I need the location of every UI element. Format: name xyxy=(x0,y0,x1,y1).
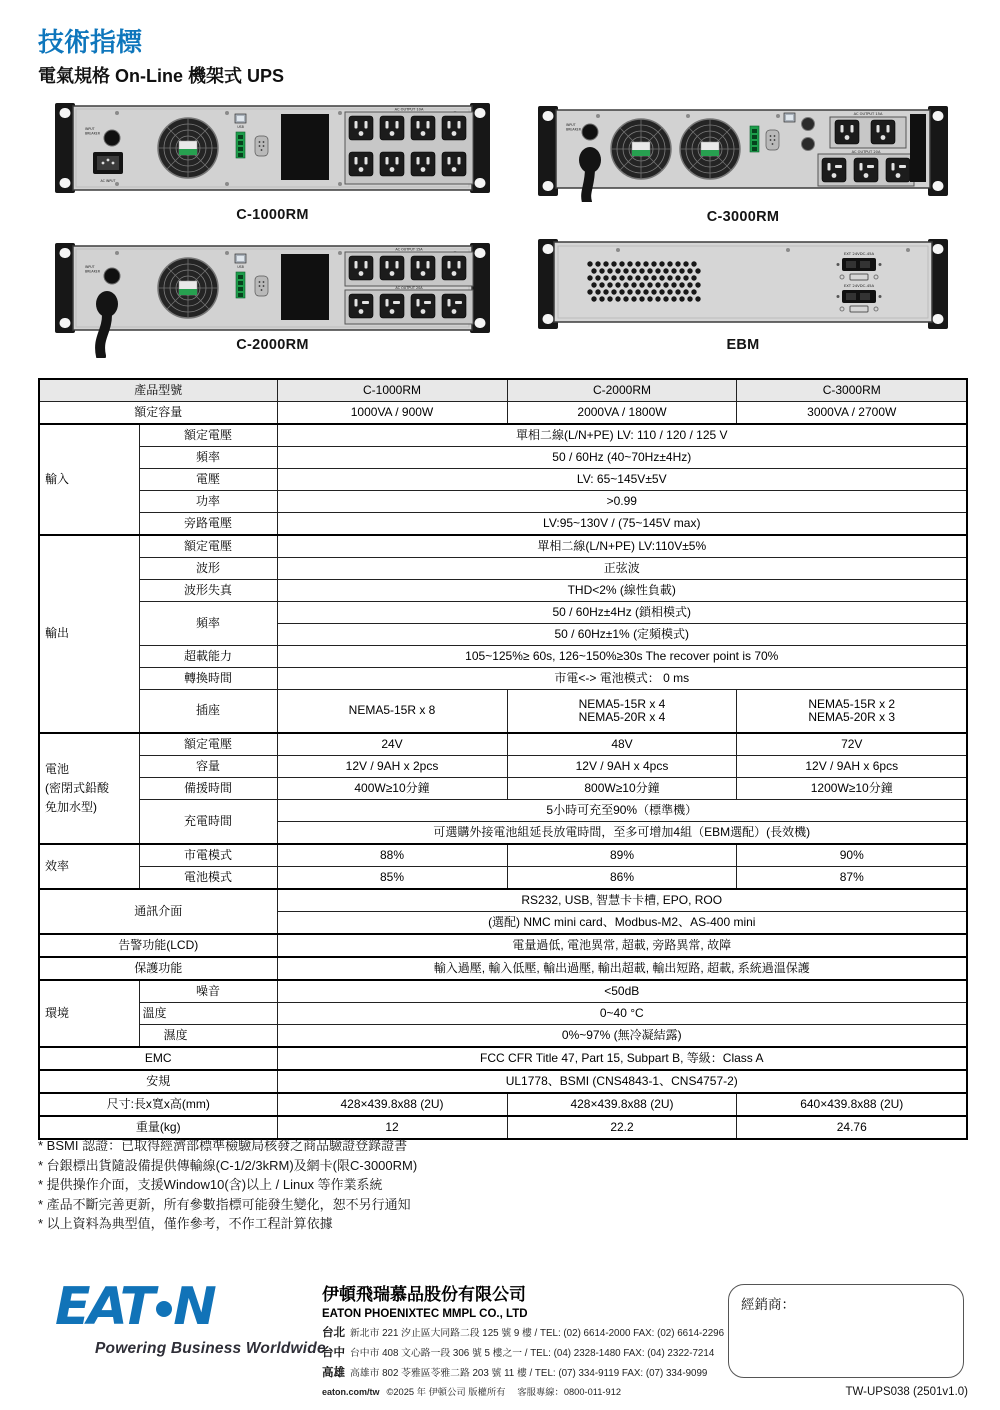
copyright-line: eaton.com/tw ©2025 年 伊頓公司 版權所有 客服專線：0800-011-912 xyxy=(322,1387,622,1397)
serial-port-icon xyxy=(255,276,268,296)
rack-ear-icon xyxy=(928,106,948,196)
product-image-c1000rm xyxy=(55,96,490,223)
output-distortion-value: THD<2% (線性負載) xyxy=(277,580,967,602)
office-kaohsiung: 高雄 高雄市 802 苓雅區苓雅二路 203 號 11 樓 / TEL: (07) 334-9119 FAX: (07) 334-9099 xyxy=(322,1367,708,1379)
model-c2000rm: C-2000RM xyxy=(507,379,737,402)
epo-terminal-icon xyxy=(236,272,245,298)
dealer-label: 經銷商： xyxy=(741,1297,795,1312)
input-frequency-value: 50 / 60Hz (40~70Hz±4Hz) xyxy=(277,447,967,469)
ups-rear-panel-c3000rm xyxy=(538,102,948,202)
output-waveform-label: 波形 xyxy=(139,558,277,580)
intelligent-slot xyxy=(910,114,926,182)
serial-port-icon xyxy=(766,130,779,150)
input-range-label: 電壓 xyxy=(139,469,277,491)
env-temp-label: 溫度 xyxy=(139,1003,277,1025)
footnotes xyxy=(38,1136,417,1234)
dc-connector-label: EXT 24VDC-45A xyxy=(843,283,875,288)
alarm-label: 告警功能(LCD) xyxy=(39,934,277,957)
breaker-label: INPUT xyxy=(566,123,576,127)
logo-tagline: Powering Business Worldwide xyxy=(95,1340,326,1357)
logo-text: N xyxy=(173,1277,214,1337)
ac-output-20a-label: AC OUTPUT 20A xyxy=(851,150,881,154)
input-voltage-value: 單相二線(L/N+PE) LV: 110 / 120 / 125 V xyxy=(277,424,967,447)
rack-ear-icon xyxy=(55,243,75,333)
battery-backup-label: 備援時間 xyxy=(139,778,277,800)
battery-voltage-c2000: 48V xyxy=(507,733,737,756)
efficiency-ac-c2000: 89% xyxy=(507,844,737,867)
output-voltage-label: 額定電壓 xyxy=(139,535,277,558)
header-product-model: 產品型號 xyxy=(39,379,277,402)
product-caption-c3000rm: C-3000RM xyxy=(706,209,780,225)
intelligent-slot xyxy=(281,114,329,180)
epo-terminal-icon xyxy=(236,132,245,158)
usb-label: USB xyxy=(237,265,244,269)
serial-port-icon xyxy=(255,136,268,156)
efficiency-ac-c3000: 90% xyxy=(737,844,967,867)
env-humidity-value: 0%~97% (無冷凝結露) xyxy=(277,1025,967,1048)
usb-label: USB xyxy=(237,125,244,129)
ac-output-20a-label: AC OUTPUT 20A xyxy=(395,286,423,290)
power-cord xyxy=(586,168,590,202)
document-code: TW-UPS038 (2501v1.0) xyxy=(845,1386,968,1398)
section-output: 輸出 xyxy=(39,535,139,733)
efficiency-batt-label: 電池模式 xyxy=(139,867,277,890)
footnote: * 提供操作介面，支援Window10(含)以上 / Linux 等作業系統 xyxy=(38,1177,383,1192)
product-caption-c2000rm: C-2000RM xyxy=(236,337,309,353)
footnote: * BSMI 認證：已取得經濟部標準檢驗局核發之商品驗證登錄證書 xyxy=(38,1138,408,1153)
dimensions-c1000: 428×439.8x88 (2U) xyxy=(277,1093,507,1116)
product-image-c2000rm xyxy=(55,236,490,353)
output-frequency-locked: 50 / 60Hz±4Hz (鎖相模式) xyxy=(277,602,967,624)
env-noise-label: 噪音 xyxy=(139,980,277,1003)
page-subtitle: 電氣規格 On-Line 機架式 UPS xyxy=(38,66,285,86)
dimensions-label: 尺寸:長x寬x高(mm) xyxy=(39,1093,277,1116)
breaker-label: INPUT xyxy=(85,127,95,131)
section-battery: 電池 (密閉式鉛酸 免加水型) xyxy=(39,733,139,844)
output-overload-label: 超載能力 xyxy=(139,646,277,668)
efficiency-ac-c1000: 88% xyxy=(277,844,507,867)
logo-dot-icon xyxy=(156,1301,172,1317)
ebm-rear-panel xyxy=(538,238,948,330)
office-taipei: 台北 新北市 221 汐止區大同路二段 125 號 9 樓 / TEL: (02) 6614-2000 FAX: (02) 6614-2296 xyxy=(322,1327,725,1339)
epo-terminal-icon xyxy=(750,126,759,152)
rated-capacity-c2000: 2000VA / 1800W xyxy=(507,402,737,425)
safety-label: 安規 xyxy=(39,1070,277,1093)
ups-rear-panel-c1000rm xyxy=(55,96,490,200)
fuse-holder xyxy=(802,138,815,151)
section-input: 輸入 xyxy=(39,424,139,535)
input-voltage-label: 額定電壓 xyxy=(139,424,277,447)
spec-table xyxy=(38,378,968,1140)
footnote: * 產品不斷完善更新，所有參數指標可能發生變化，恕不另行通知 xyxy=(38,1196,411,1212)
efficiency-batt-c3000: 87% xyxy=(737,867,967,890)
input-pf-value: >0.99 xyxy=(277,491,967,513)
ac-output-15a-label: AC OUTPUT 15A xyxy=(395,247,423,252)
fuse-holder xyxy=(802,118,815,131)
env-noise-value: <50dB xyxy=(277,980,967,1003)
output-frequency-label: 頻率 xyxy=(139,602,277,646)
fan-icon xyxy=(611,119,671,179)
output-frequency-fixed: 50 / 60Hz±1% (定頻模式) xyxy=(277,624,967,646)
product-caption-c1000rm: C-1000RM xyxy=(236,207,309,223)
input-bypass-value: LV:95~130V / (75~145V max) xyxy=(277,513,967,536)
comm-interface-optional: (選配) NMC mini card、Modbus-M2、AS-400 mini xyxy=(277,912,967,935)
battery-backup-c1000: 400W≥10分鐘 xyxy=(277,778,507,800)
battery-capacity-c2000: 12V / 9AH x 4pcs xyxy=(507,756,737,778)
emc-label: EMC xyxy=(39,1047,277,1070)
weight-label: 重量(kg) xyxy=(39,1116,277,1139)
battery-capacity-c3000: 12V / 9AH x 6pcs xyxy=(737,756,967,778)
output-overload-value: 105~125%≥ 60s, 126~150%≥30s The recover point is 70% xyxy=(277,646,967,668)
efficiency-batt-c1000: 85% xyxy=(277,867,507,890)
alarm-value: 電量過低, 電池異常, 超載, 旁路異常, 故障 xyxy=(277,934,967,957)
battery-charge-extended: 可選購外接電池組延長放電時間，至多可增加4組（EBM選配）(長效機) xyxy=(277,822,967,845)
comm-interface-standard: RS232, USB, 智慧卡卡槽, EPO, ROO xyxy=(277,889,967,912)
battery-backup-c2000: 800W≥10分鐘 xyxy=(507,778,737,800)
safety-value: UL1778、BSMI (CNS4843-1、CNS4757-2) xyxy=(277,1070,967,1093)
comm-interface-label: 通訊介面 xyxy=(39,889,277,934)
office-taichung: 台中 台中市 408 文心路一段 306 號 5 樓之一 / TEL: (04) 2328-1480 FAX: (04) 2322-7214 xyxy=(322,1347,715,1359)
footnote: * 台銀標出貨隨設備提供傳輸線(C-1/2/3kRM)及網卡(限C-3000RM) xyxy=(38,1157,418,1173)
dc-connector-label: EXT 24VDC-45A xyxy=(843,251,875,256)
efficiency-batt-c2000: 86% xyxy=(507,867,737,890)
usb-port-icon xyxy=(235,114,246,123)
output-waveform-value: 正弦波 xyxy=(277,558,967,580)
weight-c3000: 24.76 xyxy=(737,1116,967,1139)
breaker-label: BREAKER xyxy=(85,131,100,136)
model-c1000rm: C-1000RM xyxy=(277,379,507,402)
emc-value: FCC CFR Title 47, Part 15, Subpart B, 等級：Class A xyxy=(277,1047,967,1070)
ac-output-label: AC OUTPUT 10A xyxy=(394,107,424,112)
env-humidity-label: 濕度 xyxy=(139,1025,277,1048)
input-breaker-button xyxy=(104,130,120,146)
product-caption-ebm: EBM xyxy=(726,337,760,353)
input-range-value: LV: 65~145V±5V xyxy=(277,469,967,491)
battery-backup-c3000: 1200W≥10分鐘 xyxy=(737,778,967,800)
footnote: * 以上資料為典型值，僅作參考，不作工程計算依據 xyxy=(38,1216,333,1231)
battery-voltage-label: 額定電壓 xyxy=(139,733,277,756)
input-bypass-label: 旁路電壓 xyxy=(139,513,277,536)
usb-port-icon xyxy=(235,254,246,263)
output-outlets-label: 插座 xyxy=(139,690,277,734)
battery-capacity-c1000: 12V / 9AH x 2pcs xyxy=(277,756,507,778)
ac-input-label: AC INPUT xyxy=(100,179,116,183)
logo-text: EAT xyxy=(55,1277,153,1337)
fan-icon xyxy=(680,119,740,179)
battery-voltage-c3000: 72V xyxy=(737,733,967,756)
model-c3000rm: C-3000RM xyxy=(737,379,967,402)
ac-output-15a-label: AC OUTPUT 15A xyxy=(853,112,883,116)
fan-icon xyxy=(158,118,218,178)
dealer-box xyxy=(728,1284,964,1378)
efficiency-ac-label: 市電模式 xyxy=(139,844,277,867)
outlets-c3000: NEMA5-15R x 2 NEMA5-20R x 3 xyxy=(737,690,967,734)
output-transfer-value: 市電<-> 電池模式： 0 ms xyxy=(277,668,967,690)
website-link[interactable]: eaton.com/tw xyxy=(322,1387,380,1397)
input-pf-label: 功率 xyxy=(139,491,277,513)
rated-capacity-c3000: 3000VA / 2700W xyxy=(737,402,967,425)
protection-value: 輸入過壓, 輸入低壓, 輸出過壓, 輸出超載, 輸出短路, 超載, 系統過溫保護 xyxy=(277,957,967,980)
company-info xyxy=(322,1280,725,1398)
rated-capacity-c1000: 1000VA / 900W xyxy=(277,402,507,425)
eaton-logo xyxy=(55,1277,326,1358)
usb-port-icon xyxy=(784,113,795,122)
weight-c1000: 12 xyxy=(277,1116,507,1139)
outlets-c1000: NEMA5-15R x 8 xyxy=(277,690,507,734)
battery-charge-label: 充電時間 xyxy=(139,800,277,845)
rack-ear-icon xyxy=(55,103,75,193)
fan-icon xyxy=(158,258,218,318)
outlets-c2000: NEMA5-15R x 4 NEMA5-20R x 4 xyxy=(507,690,737,734)
page-title: 技術指標 xyxy=(38,27,143,57)
weight-c2000: 22.2 xyxy=(507,1116,737,1139)
product-image-c3000rm xyxy=(538,102,948,225)
section-environment: 環境 xyxy=(39,980,139,1047)
battery-capacity-label: 容量 xyxy=(139,756,277,778)
breaker-label: INPUT xyxy=(85,265,95,269)
dimensions-c3000: 640×439.8x88 (2U) xyxy=(737,1093,967,1116)
battery-charge-standard: 5小時可充至90%（標準機） xyxy=(277,800,967,822)
env-temp-value: 0~40 °C xyxy=(277,1003,967,1025)
rated-capacity-label: 額定容量 xyxy=(39,402,277,425)
output-distortion-label: 波形失真 xyxy=(139,580,277,602)
breaker-label: BREAKER xyxy=(566,127,581,132)
intelligent-slot xyxy=(281,254,329,320)
rack-ear-icon xyxy=(538,106,558,196)
input-breaker-button xyxy=(582,124,598,140)
battery-voltage-c1000: 24V xyxy=(277,733,507,756)
section-efficiency: 效率 xyxy=(39,844,139,889)
dimensions-c2000: 428×439.8x88 (2U) xyxy=(507,1093,737,1116)
ac-inlet xyxy=(93,152,123,174)
product-image-ebm xyxy=(538,238,948,353)
output-transfer-label: 轉換時間 xyxy=(139,668,277,690)
breaker-label: BREAKER xyxy=(85,269,100,274)
company-name-en: EATON PHOENIXTEC MMPL CO., LTD xyxy=(322,1308,528,1320)
company-name-zh: 伊頓飛瑞慕品股份有限公司 xyxy=(322,1285,526,1304)
output-voltage-value: 單相二線(L/N+PE) LV:110V±5% xyxy=(277,535,967,558)
chassis xyxy=(554,242,932,322)
protection-label: 保護功能 xyxy=(39,957,277,980)
input-frequency-label: 頻率 xyxy=(139,447,277,469)
input-breaker-button xyxy=(104,268,120,284)
